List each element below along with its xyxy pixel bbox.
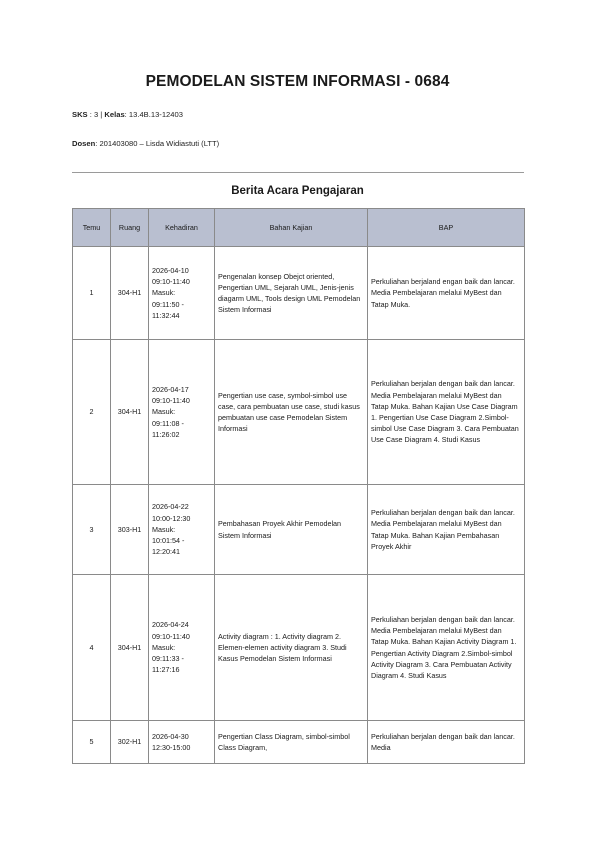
- table-row: [73, 721, 525, 764]
- cell-kehadiran: 2026-04-22 10:00-12:30 Masuk: 10:01:54 - 12:20:41: [149, 485, 215, 575]
- cell-bap: Perkuliahan berjalan dengan baik dan lancar. Media: [368, 721, 525, 764]
- header-ruang: Ruang: [111, 209, 149, 247]
- page-title: PEMODELAN SISTEM INFORMASI - 0684: [145, 73, 450, 90]
- cell-kehadiran: 2026-04-24 09:10-11:40 Masuk: 09:11:33 - 11:27:16: [149, 575, 215, 721]
- cell-kehadiran: 2026-04-10 09:10-11:40 Masuk: 09:11:50 - 11:32:44: [149, 247, 215, 340]
- cell-ruang: 303-H1: [111, 485, 149, 575]
- cell-bap: Perkuliahan berjaland engan baik dan lancar. Media Pembelajaran melalui MyBest dan Tatap Muka.: [368, 247, 525, 340]
- cell-ruang: 304-H1: [111, 340, 149, 485]
- cell-bap: Perkuliahan berjalan dengan baik dan lancar. Media Pembelajaran melalui MyBest dan Tatap Muka. Bahan Kajian Pembahasan Proyek Akhir: [368, 485, 525, 575]
- table-row: [73, 485, 525, 575]
- dosen-label: Dosen: [72, 139, 96, 148]
- cell-temu: 3: [73, 485, 111, 575]
- kelas-label: Kelas: [104, 110, 125, 119]
- cell-temu: 2: [73, 340, 111, 485]
- cell-kehadiran: 2026-04-30 12:30-15:00: [149, 721, 215, 764]
- lecturer-info-line: [72, 139, 219, 148]
- table-header-row: [73, 209, 525, 247]
- cell-bahan-kajian: Pengertian use case, symbol-simbol use case, cara pembuatan use case, studi kasus pembuatan use case Pemodelan Sistem Informasi: [215, 340, 368, 485]
- table-row: [73, 575, 525, 721]
- cell-ruang: 302-H1: [111, 721, 149, 764]
- cell-ruang: 304-H1: [111, 247, 149, 340]
- header-bap: BAP: [368, 209, 525, 247]
- cell-bap: Perkuliahan berjalan dengan baik dan lancar. Media Pembelajaran melalui MyBest dan Tatap Muka. Bahan Kajian Use Case Diagram 1. Pengertian Use Case Diagram 2.Simbol-simbol Use Case Diagram 3. Cara Pembuatan Use Case Diagram 4. Studi Kasus: [368, 340, 525, 485]
- sks-value: : 3 |: [89, 110, 103, 119]
- cell-kehadiran: 2026-04-17 09:10-11:40 Masuk: 09:11:08 - 11:26:02: [149, 340, 215, 485]
- cell-temu: 1: [73, 247, 111, 340]
- table-row: [73, 340, 525, 485]
- course-info-line: [72, 110, 183, 119]
- cell-ruang: 304-H1: [111, 575, 149, 721]
- cell-temu: 5: [73, 721, 111, 764]
- header-bahan-kajian: Bahan Kajian: [215, 209, 368, 247]
- header-kehadiran: Kehadiran: [149, 209, 215, 247]
- table-row: [73, 247, 525, 340]
- section-title: Berita Acara Pengajaran: [231, 185, 364, 197]
- header-temu: Temu: [73, 209, 111, 247]
- cell-bahan-kajian: Pengenalan konsep Obejct oriented, Pengertian UML, Sejarah UML, Jenis-jenis diagarm UML, Tools design UML Pemodelan Sistem Informasi: [215, 247, 368, 340]
- cell-bahan-kajian: Pembahasan Proyek Akhir Pemodelan Sistem Informasi: [215, 485, 368, 575]
- cell-temu: 4: [73, 575, 111, 721]
- sks-label: SKS: [72, 110, 88, 119]
- dosen-value: : 201403080 – Lisda Widiastuti (LTT): [95, 139, 220, 148]
- teaching-record-table: [72, 208, 525, 764]
- cell-bap: Perkuliahan berjalan dengan baik dan lancar. Media Pembelajaran melalui MyBest dan Tatap Muka. Bahan Kajian Activity Diagram 1. Pengertian Activity Diagram 2.Simbol-simbol Activity Diagram 3. Cara Pembuatan Activity Diagram 4. Studi Kasus: [368, 575, 525, 721]
- kelas-value: : 13.4B.13-12403: [124, 110, 183, 119]
- cell-bahan-kajian: Activity diagram : 1. Activity diagram 2. Elemen-elemen activity diagram 3. Studi Kasus Pemodelan Sistem Informasi: [215, 575, 368, 721]
- cell-bahan-kajian: Pengertian Class Diagram, simbol-simbol Class Diagram,: [215, 721, 368, 764]
- divider: [72, 172, 524, 173]
